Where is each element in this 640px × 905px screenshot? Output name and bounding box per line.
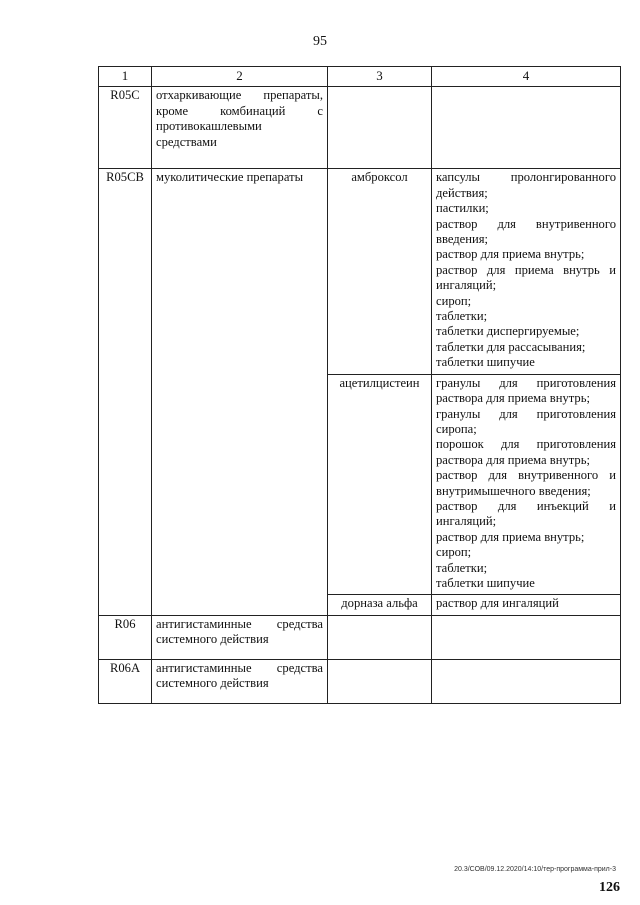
dosage-form: раствор для ингаляций bbox=[436, 596, 559, 611]
dosage-form: раствор для внутривенного и внутримышечного введения; bbox=[436, 468, 616, 498]
column-header: 2 bbox=[152, 67, 328, 87]
column-header: 1 bbox=[99, 67, 152, 87]
dosage-form: порошок для приготовления раствора для приема внутрь; bbox=[436, 437, 616, 467]
atc-code: R06A bbox=[99, 659, 152, 703]
dosage-form: гранулы для приготовления сиропа; bbox=[436, 406, 616, 436]
dosage-form: гранулы для приготовления раствора для приема внутрь; bbox=[436, 375, 616, 406]
atc-code: R06 bbox=[99, 615, 152, 659]
dosage-forms bbox=[432, 659, 621, 703]
dosage-form: раствор для инъекций и ингаляций; bbox=[436, 498, 616, 529]
table-row bbox=[99, 659, 621, 703]
dosage-forms bbox=[432, 615, 621, 659]
table-row bbox=[99, 615, 621, 659]
substance-name bbox=[328, 659, 432, 703]
substance-name: амброксол bbox=[328, 169, 432, 374]
group-name: муколитические препараты bbox=[152, 169, 328, 615]
atc-code: R05C bbox=[99, 87, 152, 169]
dosage-form: сироп; bbox=[436, 545, 472, 560]
document-footer-code: 20.3/СОВ/09.12.2020/14:10/тер-программа-прил-3 bbox=[454, 866, 616, 873]
dosage-form: таблетки диспергируемые; bbox=[436, 324, 580, 339]
dosage-forms bbox=[432, 374, 621, 595]
sheet-number: 126 bbox=[599, 880, 620, 895]
dosage-form: таблетки для рассасывания; bbox=[436, 339, 586, 354]
dosage-form: раствор для приема внутрь и ингаляций; bbox=[436, 262, 616, 293]
dosage-form: раствор для приема внутрь; bbox=[436, 529, 585, 544]
dosage-form: капсулы пролонгированного действия; bbox=[436, 170, 616, 200]
dosage-form: таблетки шипучие bbox=[436, 575, 535, 590]
page-number: 95 bbox=[313, 34, 327, 49]
column-header: 4 bbox=[432, 67, 621, 87]
dosage-forms bbox=[432, 87, 621, 169]
group-name: отхаркивающие препараты, кроме комбинаций с противокашлевыми средствами bbox=[152, 87, 328, 169]
group-name: антигистаминные средства системного действия bbox=[152, 615, 328, 659]
substance-name bbox=[328, 87, 432, 169]
dosage-form: таблетки шипучие bbox=[436, 355, 535, 370]
dosage-forms bbox=[432, 169, 621, 374]
table-header-row bbox=[99, 67, 621, 87]
atc-code: R05CB bbox=[99, 169, 152, 615]
substance-name bbox=[328, 615, 432, 659]
column-header: 3 bbox=[328, 67, 432, 87]
table-row bbox=[99, 169, 621, 374]
dosage-form: пастилки; bbox=[436, 201, 489, 216]
dosage-form: сироп; bbox=[436, 293, 472, 308]
substance-name: ацетилцистеин bbox=[328, 374, 432, 595]
dosage-form: раствор для внутривенного введения; bbox=[436, 216, 616, 247]
dosage-forms bbox=[432, 595, 621, 615]
dosage-form: таблетки; bbox=[436, 309, 488, 324]
drug-table bbox=[98, 66, 621, 704]
substance-name: дорназа альфа bbox=[328, 595, 432, 615]
group-name: антигистаминные средства системного действия bbox=[152, 659, 328, 703]
dosage-form: раствор для приема внутрь; bbox=[436, 247, 585, 262]
table-row bbox=[99, 87, 621, 169]
dosage-form: таблетки; bbox=[436, 560, 488, 575]
